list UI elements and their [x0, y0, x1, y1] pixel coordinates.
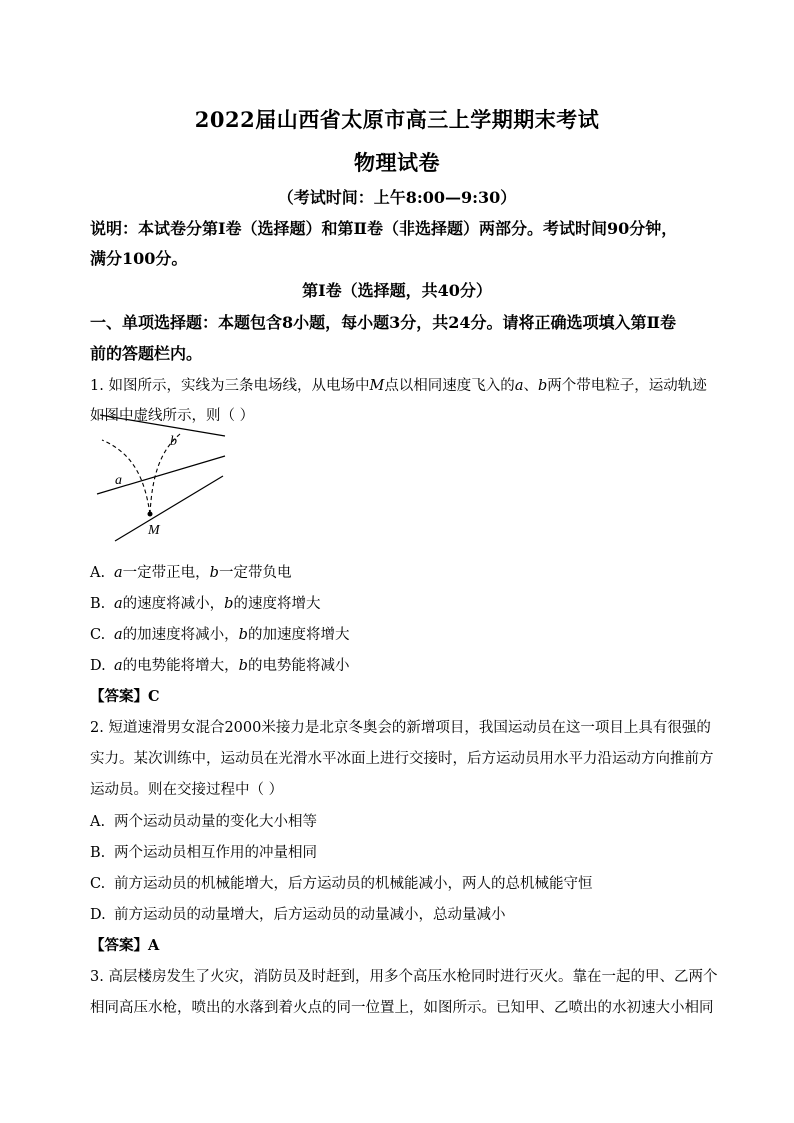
q3-stem-line-2: 相同高压水枪，喷出的水落到着火点的同一位置上，如图所示。已知甲、乙喷出的水初速大小相同 — [90, 1000, 714, 1016]
q1-answer: 【答案】C — [90, 688, 160, 705]
q1-option-b: B. a的速度将减小，b的速度将增大 — [90, 596, 321, 612]
instructions-line-1: 说明：本试卷分第Ⅰ卷（选择题）和第Ⅱ卷（非选择题）两部分。考试时间90分钟， — [90, 219, 678, 238]
q2-stem-line-1: 2. 短道速滑男女混合2000米接力是北京冬奥会的新增项目，我国运动员在这一项目上具有很强的 — [90, 720, 711, 736]
exam-time: （考试时间：上午8:00—9:30） — [277, 188, 517, 207]
trajectory-a — [102, 440, 150, 514]
instructions-line-2: 满分100分。 — [90, 249, 188, 268]
var-a: a — [514, 378, 524, 394]
field-line-top — [100, 415, 225, 436]
section-desc-line-2: 前的答题栏内。 — [90, 344, 203, 363]
label-M: M — [148, 523, 160, 538]
field-line-bottom — [115, 476, 223, 541]
q1-stem-line-1 — [90, 374, 710, 395]
point-M — [148, 512, 153, 517]
section-desc-line-1: 一、单项选择题：本题包含8小题，每小题3分，共24分。请将正确选项填入第Ⅱ卷 — [90, 313, 677, 332]
label-b: b — [170, 434, 177, 449]
q2-option-a: A. 两个运动员动量的变化大小相等 — [90, 814, 317, 830]
q1-option-d: D. a的电势能将增大，b的电势能将减小 — [90, 658, 350, 674]
exam-subtitle: 物理试卷 — [354, 150, 440, 175]
q2-option-b: B. 两个运动员相互作用的冲量相同 — [90, 845, 317, 861]
q1-option-c: C. a的加速度将减小，b的加速度将增大 — [90, 627, 350, 643]
q2-option-d: D. 前方运动员的动量增大，后方运动员的动量减小，总动量减小 — [90, 907, 506, 923]
electric-field-figure — [90, 406, 240, 546]
q1-stem-line-2: 如图中虚线所示，则（ ） — [90, 408, 255, 424]
section-heading: 第Ⅰ卷（选择题，共40分） — [302, 281, 492, 300]
q1-text: 1. 如图所示，实线为三条电场线，从电场中 — [90, 378, 370, 394]
q2-stem-line-3: 运动员。则在交接过程中（ ） — [90, 782, 284, 798]
q1-option-a: A. a一定带正电，b一定带负电 — [90, 565, 292, 581]
q2-answer: 【答案】A — [90, 937, 160, 954]
q2-stem-line-2: 实力。某次训练中，运动员在光滑水平冰面上进行交接时，后方运动员用水平力沿运动方向推前方 — [90, 751, 714, 767]
var-b: b — [537, 378, 548, 394]
exam-title: 2022届山西省太原市高三上学期期末考试 — [194, 107, 600, 132]
label-a: a — [115, 473, 122, 488]
q1-text: 两个带电粒子，运动轨迹 — [547, 378, 707, 394]
var-M: M — [369, 378, 385, 394]
q1-text: 、 — [523, 378, 538, 394]
q3-stem-line-1: 3. 高层楼房发生了火灾，消防员及时赶到，用多个高压水枪同时进行灭火。靠在一起的甲、乙两个 — [90, 969, 718, 985]
q1-text: 点以相同速度飞入的 — [384, 378, 515, 394]
q2-option-c: C. 前方运动员的机械能增大，后方运动员的机械能减小，两人的总机械能守恒 — [90, 876, 593, 892]
